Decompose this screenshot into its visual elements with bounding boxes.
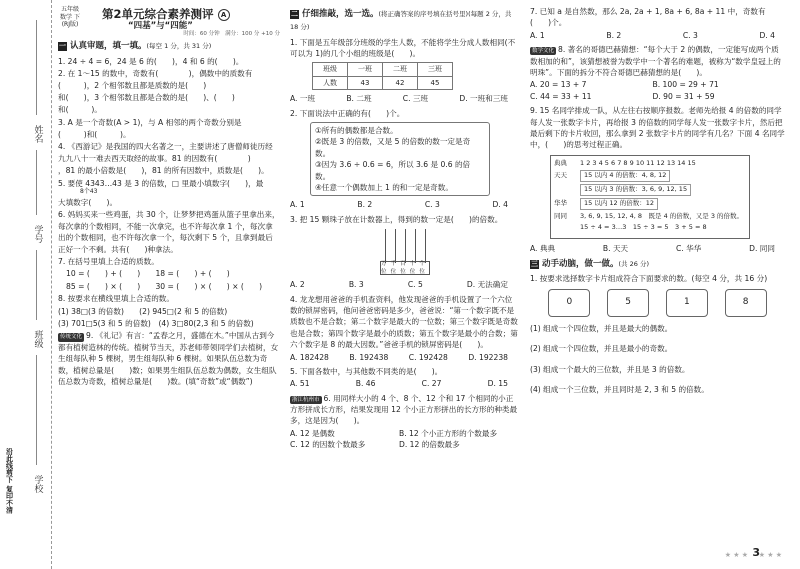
place-label: 十位: [409, 260, 416, 276]
table-cell: 43: [348, 76, 383, 90]
abacus-rod: [415, 229, 416, 263]
question-2-6-text: 6. 用同样大小的 4 个、8 个、12 个和 17 个相同的小正方形拼成长方形，结果发现用 12 个小正方形拼出的长方形的种类最多，这是因为( )。: [290, 393, 518, 426]
question-2-4: 4. 龙龙想用爸爸的手机查资料，他发现爸爸的手机设置了一个六位数的锁屏密码，他问爸爸密码是多少，爸爸说：“第一个数字既不是质数也不是合数；第二个数字是最大的一位数；第三个数字既是奇数也是合数；第四个数字是最小的质数；第五个数字是最小的合数；第六个数字是 8 的最大因数。”爸爸手机的锁屏密码是( )。: [290, 294, 518, 350]
table-header-row: [313, 63, 453, 77]
option-c[interactable]: C. 三班: [402, 94, 429, 104]
option-a[interactable]: A. 1: [290, 200, 305, 210]
school-line: [36, 355, 37, 465]
hua-hua-row: [554, 198, 746, 210]
stars-left: ★ ★ ★: [724, 550, 748, 559]
option-d[interactable]: D. 一班和三班: [459, 94, 508, 104]
abacus-rod: [425, 229, 426, 263]
section-title: 认真审题，填一填。: [70, 41, 147, 51]
question-2-9-options: [530, 243, 785, 254]
question-2-8: [530, 44, 785, 78]
stars-right: ★ ★ ★: [758, 550, 782, 559]
question-2-2: 2. 下面说法中正确的有( )个。: [290, 108, 405, 118]
multiples-of-12: 15 以内 12 的倍数：12: [580, 198, 658, 210]
option-b[interactable]: B. 3: [348, 280, 364, 290]
question-1-2b: 和( )，3 个相邻数且都是合数的是( )、( ): [58, 92, 235, 102]
question-1-4b: ，81 的最小倍数是( )，81 的所有因数中，质数是( )。: [58, 166, 269, 176]
school-label: 学校: [32, 475, 43, 493]
statement-4: ④任意一个偶数加上 1 的和一定是奇数。: [315, 183, 453, 193]
option-a[interactable]: A. 182428: [290, 352, 329, 362]
subtitle: “四基”与“四能”: [128, 21, 193, 31]
problem-3-1-4: (4) 组成一个三位数，并且同时是 2, 3 和 5 的倍数。: [530, 384, 709, 394]
place-label: 千位: [390, 260, 397, 276]
option-a[interactable]: A. 51: [290, 379, 310, 389]
question-2-5-options: [290, 378, 518, 389]
culture-tag: 传统文化: [60, 334, 83, 341]
question-1-3a: 3. A 是一个奇数(A > 1)，与 A 相邻的两个奇数分别是: [58, 117, 242, 127]
option-d[interactable]: D. 无法确定: [466, 280, 508, 290]
level-badge: A: [218, 9, 230, 21]
id-label: 学号: [32, 225, 43, 243]
statement-2: ②既是 3 的倍数，又是 5 的倍数的数一定是奇数。: [315, 137, 471, 158]
student-name: 天天: [554, 171, 567, 180]
student-name: 华华: [554, 198, 567, 207]
question-2-4-options: [290, 352, 518, 363]
column-3: [530, 6, 785, 396]
question-1-9-text: 9. 《礼记》有言：“孟春之月，盛德在木。”中国从古到今都有植树造林的传统。植树节当天，苏老师带领同学们去植树，女生组每队种 5 棵树，男生组每队种 6 棵树。如果队伍总数为奇数，植树总量是( )数；如果男生组队伍总数为偶数，女生组队伍总数为奇数，植树总量是( )数。(填“奇数”或“偶数”): [58, 331, 279, 386]
number-line: 1 2 3 4 5 6 7 8 9 10 11 12 13 14 15: [580, 158, 696, 167]
option-d[interactable]: D. 12 的倍数最多: [399, 440, 460, 450]
abacus-rod: [385, 229, 386, 263]
page-number: 3: [752, 545, 760, 559]
option-c[interactable]: C. 3: [682, 30, 698, 40]
subject-label: 数学 下: [60, 13, 80, 21]
section-title: 仔细推敲，选一选。: [302, 9, 379, 19]
question-2-7-options: [530, 30, 785, 41]
problem-3-1-2: (2) 组成一个四位数，并且是最小的奇数。: [530, 344, 673, 354]
section-title: 动手动脑，做一做。: [542, 258, 619, 269]
option-c[interactable]: C. 12 的因数个数最多: [290, 440, 366, 450]
grade-info: [58, 6, 82, 29]
question-2-3-options: [290, 279, 518, 290]
option-b[interactable]: B. 2: [606, 30, 622, 40]
section-number: 三: [531, 259, 538, 268]
number-card: 5: [607, 289, 649, 317]
section-note: (将正确答案的序号填在括号里)(每题 2 分，共 18 分): [290, 10, 512, 31]
section-note: (共 26 分): [618, 259, 649, 268]
number-card: 8: [725, 289, 767, 317]
question-1-8b: (3) 701□5(3 和 5 的倍数) (4) 3□80(2,3 和 5 的倍数): [58, 318, 254, 328]
tong-tong-row: [554, 212, 746, 222]
option-c[interactable]: C. 192428: [408, 352, 448, 362]
question-1-7: 7. 在括号里填上合适的质数。: [58, 257, 159, 266]
question-1-2c: 和( )。: [58, 105, 102, 115]
option-c[interactable]: C. 27: [421, 379, 442, 389]
table-cell: 班级: [313, 63, 348, 77]
student-thinking-box: [550, 155, 750, 240]
section-number: 一: [59, 42, 66, 50]
statement-1: ①所有的偶数都是合数。: [315, 126, 398, 136]
grade-label: 五年级: [60, 6, 79, 13]
dian-dian-row: [554, 159, 746, 169]
question-1-7b: 85 = ( ) × ( ) 30 = ( ) × ( ) × ( ): [66, 281, 263, 291]
abacus-rod: [405, 229, 406, 263]
question-2-7: 7. 已知 a 是自然数，那么 2a, 2a + 1, 8a + 6, 8a + 11 中，奇数有( )个。: [530, 7, 766, 28]
option-a[interactable]: A. 20 = 13 + 7: [530, 80, 587, 90]
option-c[interactable]: C. 5: [407, 280, 423, 290]
question-1-9: [58, 330, 280, 387]
question-2-8-text: 8. 著名的哥德巴赫猜想：“每个大于 2 的偶数，一定能写成两个质数相加的和”，该猜想被誉为数学中一个著名的难题，被称为“数学皇冠上的明珠”。下面的拆分不符合哥德巴赫猜想的是( )。: [530, 45, 781, 77]
question-2-8-options: [530, 79, 785, 102]
place-label: 万位: [381, 260, 387, 276]
multiples-of-4: 15 以内 4 的倍数：4, 8, 12: [580, 170, 670, 182]
student-name: 典典: [554, 158, 567, 167]
class-label: 班级: [32, 330, 43, 348]
student-name: 同同: [554, 211, 567, 220]
question-2-2-options: [290, 199, 518, 210]
question-1-2a: 2. 在 1～15 的数中，奇数有( )，偶数中的质数有( )，2 个相邻数且都是质数的是( ): [58, 69, 253, 90]
abacus-base: [380, 261, 430, 275]
option-d[interactable]: D. 192238: [468, 352, 508, 362]
math-culture-tag: 数学文化: [532, 48, 555, 55]
option-b[interactable]: B. 46: [355, 379, 376, 389]
option-b[interactable]: B. 192438: [349, 352, 389, 362]
title-text: 第2单元综合素养测评: [102, 7, 214, 21]
option-c[interactable]: C. 华华: [675, 244, 702, 254]
column-2: [290, 6, 518, 454]
problem-3-1-1: (1) 组成一个四位数，并且是最大的偶数。: [530, 323, 673, 333]
option-b[interactable]: B. 二班: [346, 94, 372, 104]
question-1-4a: 4. 《西游记》是我国的四大名著之一，主要讲述了唐僧师徒历经九九八十一难去西天取经的故事。81 的因数有( ): [58, 142, 273, 163]
place-label: 百位: [400, 260, 406, 276]
option-a[interactable]: A. 12 是偶数: [290, 428, 335, 438]
name-label: 姓名: [32, 125, 43, 143]
question-2-6-options: [290, 428, 518, 451]
option-d[interactable]: D. 4: [492, 200, 508, 210]
question-1-5b: 大填数字( )。: [58, 198, 118, 208]
table-cell: 二班: [383, 63, 418, 77]
abacus-rod: [395, 229, 396, 263]
option-d[interactable]: D. 15: [487, 379, 508, 389]
number-card: 0: [548, 289, 590, 317]
id-line: [36, 150, 37, 215]
problem-3-1-3: (3) 组成一个最大的三位数，并且是 3 的倍数。: [530, 364, 690, 374]
question-1-3b: ( )和( )。: [58, 130, 131, 140]
section-number: 二: [291, 10, 298, 18]
question-2-1-options: [290, 93, 518, 104]
tian-tian-row: [554, 170, 746, 182]
question-1-1: 1. 24 ÷ 4 = 6，24 是 6 的( )，4 和 6 的( )。: [58, 56, 244, 66]
question-1-8a: (1) 38□(3 的倍数) (2) 945□(2 和 5 的倍数): [58, 306, 228, 316]
question-2-3: 3. 把 15 颗珠子放在计数器上，得到的数一定是( )的倍数。: [290, 214, 503, 224]
place-label: 个位: [419, 260, 425, 276]
venn-text: 3, 6, 9, 15, 12, 4, 8 既是 4 的倍数，又是 3 的倍数。: [580, 211, 744, 220]
section-2-heading: [290, 8, 518, 34]
multiples-of-3: 15 以内 3 的倍数：3, 6, 9, 12, 15: [580, 184, 691, 196]
question-1-8: 8. 按要求在横线里填上合适的数。: [58, 294, 174, 304]
option-b[interactable]: B. 2: [357, 200, 373, 210]
problem-3-1: 1. 按要求选择数字卡片组成符合下面要求的数。(每空 4 分，共 16 分): [530, 274, 768, 284]
table-cell: 人数: [313, 76, 348, 90]
question-2-6: [290, 393, 518, 427]
number-cards: [530, 289, 785, 317]
column-1: [58, 38, 280, 388]
option-d[interactable]: D. 同同: [749, 244, 775, 254]
table-cell: 45: [418, 76, 453, 90]
option-b[interactable]: B. 天天: [602, 244, 629, 254]
section-note: (每空 1 分，共 31 分): [146, 42, 212, 50]
section-1-heading: [58, 40, 280, 53]
statements-box: [310, 122, 490, 196]
abacus-figure: [380, 229, 430, 275]
option-a[interactable]: A. 典典: [530, 244, 556, 254]
name-line: [36, 20, 37, 115]
option-a[interactable]: A. 1: [530, 30, 545, 40]
option-c[interactable]: C. 44 = 33 + 11: [530, 91, 592, 101]
class-line: [36, 250, 37, 320]
division-text: 15 ÷ 4 = 3…3 15 ÷ 3 = 5 3 + 5 = 8: [580, 223, 707, 232]
class-size-table: [312, 62, 453, 90]
question-1-5-note: 8个43: [80, 188, 98, 196]
cut-line-text: 沿此线剪下 复印不清: [5, 448, 14, 514]
tong-tong-row-2: [554, 223, 746, 233]
question-2-9: 9. 15 名同学排成一队，从左往右按顺序报数。老师先给报 4 的倍数的同学每人发一张数字卡片，再给报 3 的倍数的同学每人发一张数字卡片，然后把最后剩下的卡片收回，那么拿到 2 张数字卡片的同学有几名？下面 4 名同学中，( )的思考过程正确。: [530, 106, 785, 150]
region-tag: 浙江杭州市: [292, 396, 320, 403]
test-header: [58, 6, 280, 36]
statement-3: ③因为 3.6 ÷ 0.6 = 6，所以 3.6 是 0.6 的倍数。: [315, 160, 471, 181]
question-2-1: 1. 下面是五年级部分班级的学生人数，不能将学生分成人数相同(不可以为 1)的几个小组的班级是( )。: [290, 37, 516, 58]
option-d[interactable]: D. 90 = 31 + 59: [652, 91, 715, 101]
option-c[interactable]: C. 3: [424, 200, 440, 210]
option-b[interactable]: B. 12 个小正方形的个数最多: [399, 428, 498, 438]
edition-label: (RJ版): [61, 21, 79, 28]
option-a[interactable]: A. 2: [290, 280, 305, 290]
question-2-5: 5. 下面各数中，与其他数不同类的是( )。: [290, 366, 443, 376]
table-cell: 一班: [348, 63, 383, 77]
table-row: [313, 76, 453, 90]
question-1-6: 6. 妈妈买来一些鸡蛋，共 30 个，让梦梦把鸡蛋从篮子里拿出来，每次拿的个数相同，不能一次拿完，也不许每次拿 1 个，每次拿出的个数相同，也不许每次拿一个，每次剩下 5 个，且拿到最后正好一个不剩。共有( )种拿法。: [58, 210, 280, 254]
question-1-5a: 5. 要使 4343…43 是 3 的倍数，□ 里最小填数字( )，最: [58, 178, 264, 188]
time-score-meta: 时间：60 分钟 满分：100 分 +10 分: [183, 31, 280, 37]
binding-margin: [0, 0, 52, 569]
option-a[interactable]: A. 一班: [290, 94, 316, 104]
question-1-7a: 10 = ( ) + ( ) 18 = ( ) + ( ): [66, 269, 230, 279]
option-b[interactable]: B. 100 = 29 + 71: [652, 80, 719, 90]
number-card: 1: [666, 289, 708, 317]
section-3-heading: [530, 258, 785, 271]
option-d[interactable]: D. 4: [759, 30, 775, 40]
tian-tian-row-2: [554, 184, 746, 196]
table-cell: 42: [383, 76, 418, 90]
table-cell: 三班: [418, 63, 453, 77]
